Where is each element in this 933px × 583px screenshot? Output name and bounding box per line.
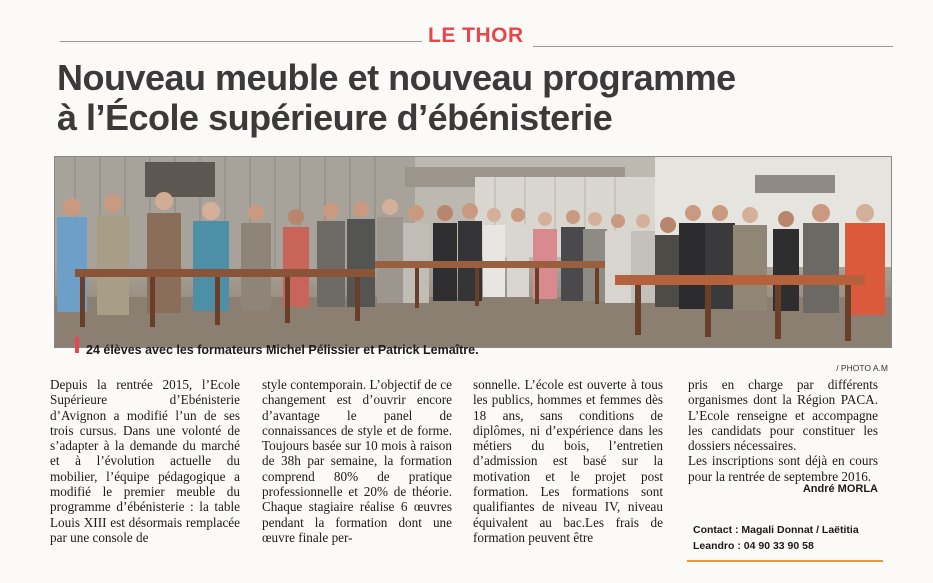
photo-caption: 24 élèves avec les formateurs Michel Pélissier et Patrick Lemaître. <box>86 343 479 357</box>
article-column-1: Depuis la rentrée 2015, l’Ecole Supérieure d’Ebénisterie d’Avignon a modifié l’un de ses trois cursus. Dans une volonté de s’adapter à la demande du marché et à l’évolution actuelle du mobilier, l’équipe pédagogique a modifié le premier meuble du programme d’ébénisterie : la table Louis XIII est désormais remplacée par une console de <box>50 377 240 545</box>
headline-line-1: Nouveau meuble et nouveau programme <box>57 57 736 98</box>
contact-line-1: Contact : Magali Donnat / Laëtitia <box>693 524 859 536</box>
headline-line-2: à l’École supérieure d’ébénisterie <box>57 97 613 138</box>
top-rule-left <box>60 41 422 42</box>
contact-box <box>687 522 883 562</box>
headline <box>57 58 817 138</box>
author-signature: André MORLA <box>802 483 878 496</box>
article-column-4-paragraph-2: Les inscriptions sont déjà en cours pour la rentrée de septembre 2016. <box>688 453 878 484</box>
top-rule-right <box>533 46 893 47</box>
group-photo-illustration <box>55 157 891 347</box>
group-photo <box>54 156 892 348</box>
article-column-4 <box>688 377 878 497</box>
section-tag: LE THOR <box>428 24 524 47</box>
article-column-2: style contemporain. L’objectif de ce changement est d’ouvrir encore d’avantage le panel de connaissances de style et de forme. Toujours basée sur 10 mois à raison de 38h par semaine, la formation comprend 80% de pratique professionnelle et 20% de théorie. Chaque stagiaire réalise 6 œuvres pendant la formation dont une œuvre finale per- <box>262 377 452 545</box>
article-column-3: sonnelle. L’école est ouverte à tous les publics, hommes et femmes dès 18 ans, sans conditions de diplômes, ni d’expérience dans les métiers du bois, l’entretien d’admission est basé sur la motivation et le projet post formation. Les formations sont qualifiantes de niveau IV, niveau équivalent au bac.Les frais de formation peuvent être <box>473 377 663 545</box>
photo-credit: / PHOTO A.M <box>836 363 888 373</box>
caption-accent-bar <box>75 337 79 353</box>
article-column-4-paragraph-1: pris en charge par différents organismes dont la Région PACA. L’Ecole renseigne et accompagne les candidats pour constituer les dossiers nécessaires. <box>688 377 878 454</box>
contact-line-2: Leandro : 04 90 33 90 58 <box>693 540 814 552</box>
